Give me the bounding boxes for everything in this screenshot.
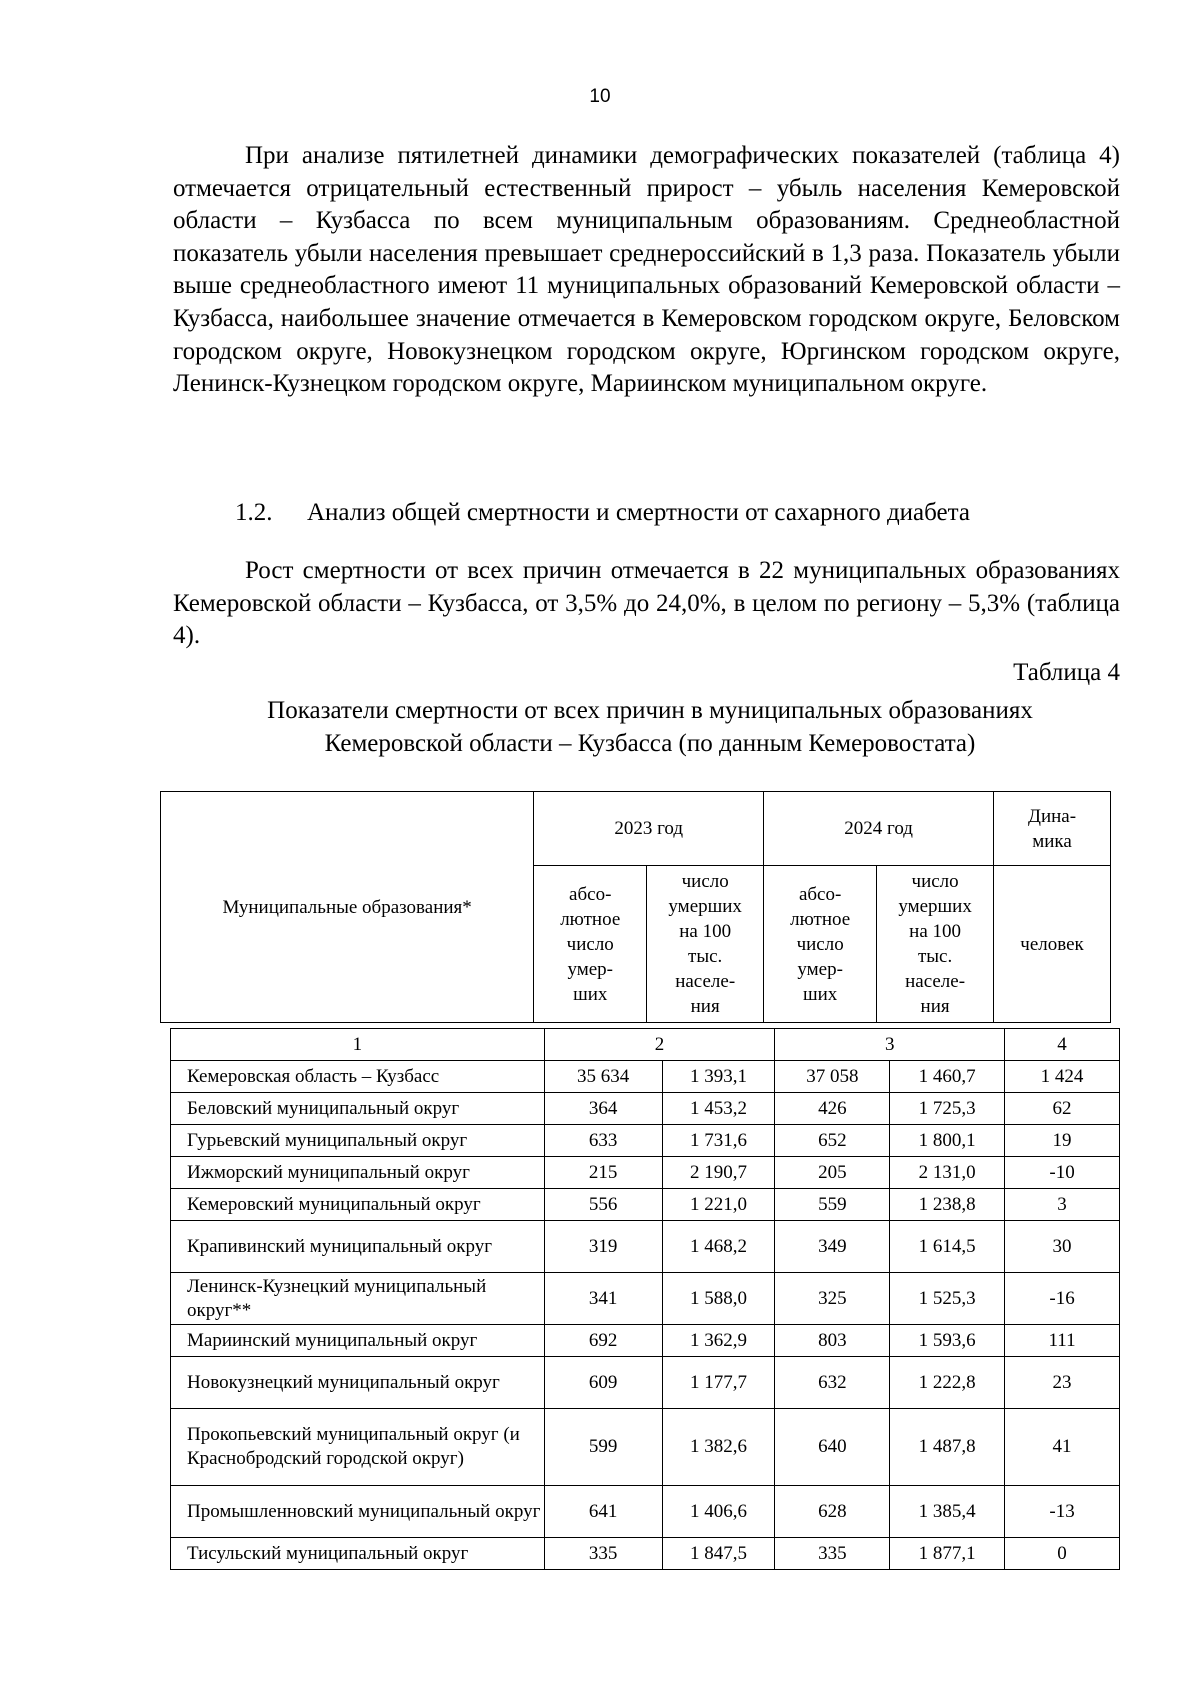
row-name: Новокузнецкий муниципальный округ — [171, 1357, 545, 1409]
table-row — [171, 1221, 1120, 1273]
paragraph-mortality: Рост смертности от всех причин отмечается в 22 муниципальных образованиях Кемеровской области – Кузбасса, от 3,5% до 24,0%, в целом по региону – 5,3% (таблица 4). — [173, 557, 1120, 650]
cell-abs-2024: 349 — [775, 1221, 890, 1273]
cell-rate-2024: 1 222,8 — [890, 1357, 1005, 1409]
cell-rate-2023: 1 588,0 — [662, 1273, 775, 1325]
row-name: Беловский муниципальный округ — [171, 1093, 545, 1125]
table-row — [171, 1273, 1120, 1325]
cell-rate-2023: 1 847,5 — [662, 1538, 775, 1570]
cell-dynamics: -16 — [1005, 1273, 1120, 1325]
cell-abs-2023: 335 — [544, 1538, 662, 1570]
table-caption — [150, 694, 1150, 760]
cell-rate-2024: 1 725,3 — [890, 1093, 1005, 1125]
cell-rate-2023: 1 393,1 — [662, 1061, 775, 1093]
cell-rate-2024: 1 460,7 — [890, 1061, 1005, 1093]
row-name: Кемеровская область – Кузбасс — [171, 1061, 545, 1093]
row-name: Гурьевский муниципальный округ — [171, 1125, 545, 1157]
cell-dynamics: 1 424 — [1005, 1061, 1120, 1093]
row-name: Тисульский муниципальный округ — [171, 1538, 545, 1570]
section-number: 1.2. — [235, 499, 273, 526]
cell-rate-2023: 1 406,6 — [662, 1486, 775, 1538]
cell-abs-2024: 335 — [775, 1538, 890, 1570]
cell-abs-2024: 652 — [775, 1125, 890, 1157]
cell-rate-2023: 2 190,7 — [662, 1157, 775, 1189]
cell-abs-2023: 556 — [544, 1189, 662, 1221]
cell-abs-2024: 325 — [775, 1273, 890, 1325]
row-name: Мариинский муниципальный округ — [171, 1325, 545, 1357]
header-absolute-2024: абсо-лютное число умер-ших — [764, 866, 877, 1023]
cell-dynamics: 0 — [1005, 1538, 1120, 1570]
header-year-2024: 2024 год — [764, 792, 994, 866]
cell-rate-2024: 1 593,6 — [890, 1325, 1005, 1357]
row-name: Ленинск-Кузнецкий муниципальный округ** — [171, 1273, 545, 1325]
section-title: Анализ общей смертности и смертности от сахарного диабета — [307, 499, 970, 526]
page-number: 10 — [589, 86, 611, 107]
cell-abs-2023: 215 — [544, 1157, 662, 1189]
cell-abs-2023: 692 — [544, 1325, 662, 1357]
row-name: Прокопьевский муниципальный округ (и Краснобродский городской округ) — [171, 1409, 545, 1486]
cell-dynamics: -10 — [1005, 1157, 1120, 1189]
cell-abs-2024: 205 — [775, 1157, 890, 1189]
table-row — [171, 1538, 1120, 1570]
cell-rate-2024: 1 800,1 — [890, 1125, 1005, 1157]
cell-dynamics: -13 — [1005, 1486, 1120, 1538]
cell-abs-2024: 426 — [775, 1093, 890, 1125]
header-rate-2024: число умерших на 100 тыс. населе-ния — [877, 866, 994, 1023]
table-row — [171, 1409, 1120, 1486]
header-year-2023: 2023 год — [534, 792, 764, 866]
table-caption-line2: Кемеровской области – Кузбасса (по данным Кемеровостата) — [324, 730, 976, 757]
table-row — [171, 1093, 1120, 1125]
row-name: Крапивинский муниципальный округ — [171, 1221, 545, 1273]
column-number: 1 — [171, 1029, 545, 1061]
cell-abs-2024: 559 — [775, 1189, 890, 1221]
column-number-row — [171, 1029, 1120, 1061]
table-row — [171, 1061, 1120, 1093]
cell-abs-2023: 599 — [544, 1409, 662, 1486]
table-row — [171, 1125, 1120, 1157]
table-label: Таблица 4 — [1013, 659, 1120, 686]
cell-dynamics: 23 — [1005, 1357, 1120, 1409]
cell-rate-2024: 1 877,1 — [890, 1538, 1005, 1570]
cell-abs-2024: 37 058 — [775, 1061, 890, 1093]
header-persons: человек — [994, 866, 1111, 1023]
cell-rate-2023: 1 382,6 — [662, 1409, 775, 1486]
cell-rate-2023: 1 731,6 — [662, 1125, 775, 1157]
cell-rate-2024: 1 238,8 — [890, 1189, 1005, 1221]
cell-abs-2023: 35 634 — [544, 1061, 662, 1093]
cell-dynamics: 41 — [1005, 1409, 1120, 1486]
row-name: Ижморский муниципальный округ — [171, 1157, 545, 1189]
cell-abs-2023: 364 — [544, 1093, 662, 1125]
cell-dynamics: 30 — [1005, 1221, 1120, 1273]
cell-abs-2023: 641 — [544, 1486, 662, 1538]
header-dynamics: Дина-мика — [994, 792, 1111, 866]
cell-rate-2024: 2 131,0 — [890, 1157, 1005, 1189]
cell-dynamics: 62 — [1005, 1093, 1120, 1125]
cell-abs-2023: 319 — [544, 1221, 662, 1273]
column-number: 4 — [1005, 1029, 1120, 1061]
row-name: Кемеровский муниципальный округ — [171, 1189, 545, 1221]
cell-rate-2024: 1 385,4 — [890, 1486, 1005, 1538]
cell-abs-2024: 628 — [775, 1486, 890, 1538]
table-row — [171, 1325, 1120, 1357]
cell-rate-2023: 1 468,2 — [662, 1221, 775, 1273]
header-rate-2023: число умерших на 100 тыс. населе-ния — [647, 866, 764, 1023]
cell-abs-2024: 640 — [775, 1409, 890, 1486]
table-row — [171, 1157, 1120, 1189]
cell-rate-2024: 1 525,3 — [890, 1273, 1005, 1325]
cell-dynamics: 111 — [1005, 1325, 1120, 1357]
row-name: Промышленновский муниципальный округ — [171, 1486, 545, 1538]
cell-rate-2023: 1 362,9 — [662, 1325, 775, 1357]
cell-abs-2023: 633 — [544, 1125, 662, 1157]
cell-rate-2023: 1 453,2 — [662, 1093, 775, 1125]
cell-abs-2024: 803 — [775, 1325, 890, 1357]
header-absolute-2023: абсо-лютное число умер-ших — [534, 866, 647, 1023]
section-heading — [235, 498, 970, 528]
table-row — [171, 1189, 1120, 1221]
cell-abs-2023: 341 — [544, 1273, 662, 1325]
cell-dynamics: 19 — [1005, 1125, 1120, 1157]
table-row — [171, 1357, 1120, 1409]
cell-rate-2023: 1 177,7 — [662, 1357, 775, 1409]
table-row — [171, 1486, 1120, 1538]
cell-rate-2024: 1 487,8 — [890, 1409, 1005, 1486]
table-header — [160, 791, 1111, 1023]
column-number: 3 — [775, 1029, 1005, 1061]
cell-abs-2024: 632 — [775, 1357, 890, 1409]
cell-rate-2024: 1 614,5 — [890, 1221, 1005, 1273]
paragraph-demographics: При анализе пятилетней динамики демографических показателей (таблица 4) отмечается отрицательный естественный прирост – убыль населения Кемеровской области – Кузбасса по всем муниципальным образованиям. Среднеобластной показатель убыли населения превышает среднероссийский в 1,3 раза. Показатель убыли выше среднеобластного имеют 11 муниципальных образований Кемеровской области – Кузбасса, наибольшее значение отмечается в Кемеровском городском округе, Беловском городском округе, Новокузнецком городском округе, Юргинском городском округе, Ленинск-Кузнецком городском округе, Мариинском муниципальном округе. — [173, 142, 1120, 398]
header-municipality: Муниципальные образования* — [161, 792, 534, 1023]
column-number: 2 — [544, 1029, 775, 1061]
cell-abs-2023: 609 — [544, 1357, 662, 1409]
cell-dynamics: 3 — [1005, 1189, 1120, 1221]
data-table — [170, 1028, 1120, 1570]
table-caption-line1: Показатели смертности от всех причин в муниципальных образованиях — [267, 697, 1033, 724]
cell-rate-2023: 1 221,0 — [662, 1189, 775, 1221]
